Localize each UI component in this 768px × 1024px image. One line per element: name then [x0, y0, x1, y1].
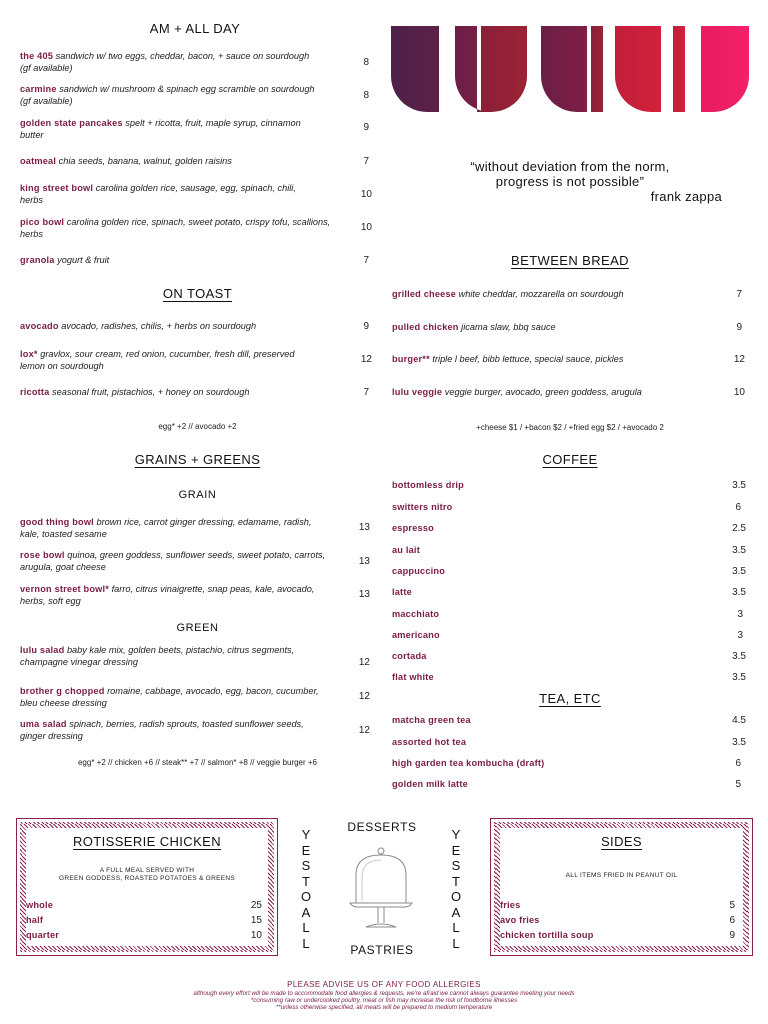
box-content — [26, 828, 268, 946]
menu-item-price: 6 — [729, 915, 735, 926]
menu-item-price: 3 — [737, 609, 743, 620]
vertical-letter: L — [452, 935, 460, 951]
allergy-notice-line-1: although every effort will be made to accommodate food allergies & requests, we're afraid we cannot always guarantee meeting your needs — [193, 990, 575, 997]
menu-item-price: 8 — [363, 57, 369, 68]
coffee-item: latte — [392, 587, 412, 597]
side-item: fries — [500, 900, 521, 910]
vertical-letter: S — [301, 858, 311, 873]
box-content — [500, 828, 743, 946]
vertical-letter: E — [451, 842, 461, 858]
grains-greens-addons: egg* +2 // chicken +6 // steak** +7 // salmon* +8 // veggie burger +6 — [77, 758, 318, 767]
restaurant-logo — [391, 26, 751, 112]
menu-item-price: 7 — [736, 289, 742, 300]
coffee-item: au lait — [392, 545, 420, 555]
vertical-text-right — [449, 827, 463, 951]
menu-item-price: 4.5 — [732, 715, 746, 726]
on-toast-addons: egg* +2 // avocado +2 — [158, 422, 237, 431]
menu-item-price: 3.5 — [732, 566, 746, 577]
box-border — [20, 822, 274, 952]
box-border — [494, 822, 749, 952]
menu-item-price: 7 — [363, 156, 369, 167]
menu-item-king-street-bowl: king street bowl carolina golden rice, sausage, egg, spinach, chili, herbs — [20, 183, 296, 205]
side-item: avo fries — [500, 915, 540, 925]
menu-item-price: 13 — [358, 556, 370, 567]
menu-item-price: 9 — [729, 930, 735, 941]
menu-item-price: 9 — [363, 321, 369, 332]
coffee-item: macchiato — [392, 609, 440, 619]
coffee-item: cappuccino — [392, 566, 446, 576]
menu-item-price: 3.5 — [732, 480, 746, 491]
menu-item-price: 3.5 — [732, 587, 746, 598]
menu-item-price: 5 — [735, 779, 741, 790]
menu-item-the-405: the 405 sandwich w/ two eggs, cheddar, bacon, + sauce on sourdough (gf available) — [20, 51, 310, 73]
vertical-text-left — [299, 827, 313, 951]
rotisserie-item: whole — [26, 900, 54, 910]
logo-shape-8 — [701, 26, 749, 112]
menu-item-price: 6 — [735, 758, 741, 769]
menu-item-price: 10 — [733, 387, 745, 398]
rotisserie-subtitle-1: A FULL MEAL SERVED WITH — [99, 867, 195, 874]
grains-greens-title: GRAINS + GREENS — [134, 452, 261, 467]
vertical-letter: O — [450, 889, 462, 904]
vertical-letter: S — [451, 858, 461, 873]
menu-item-lox: lox* gravlox, sour cream, red onion, cucumber, fresh dill, preserved lemon on sourdough — [20, 349, 295, 371]
vertical-letter: O — [300, 889, 312, 904]
vertical-letter: T — [302, 873, 310, 889]
quote-line-2: progress is not possible” — [495, 174, 645, 189]
menu-item-grilled-cheese: grilled cheese white cheddar, mozzarella on sourdough — [392, 289, 624, 299]
rotisserie-subtitle-2: GREEN GODDESS, ROASTED POTATOES & GREENS — [59, 875, 235, 882]
tea-item: golden milk latte — [392, 779, 468, 789]
menu-item-price: 10 — [360, 189, 372, 200]
green-subtitle: GREEN — [176, 622, 219, 634]
logo-shape-7 — [673, 26, 685, 112]
tea-item: matcha green tea — [392, 715, 471, 725]
menu-item-price: 15 — [250, 915, 262, 926]
sides-subtitle: ALL ITEMS FRIED IN PEANUT OIL — [565, 872, 678, 879]
menu-item-oatmeal: oatmeal chia seeds, banana, walnut, golden raisins — [20, 156, 232, 166]
quote-author: frank zappa — [650, 189, 722, 204]
menu-item-price: 10 — [360, 222, 372, 233]
vertical-letter: T — [452, 873, 460, 889]
pastries-label: PASTRIES — [350, 943, 414, 957]
menu-item-price: 3.5 — [732, 545, 746, 556]
rotisserie-title: ROTISSERIE CHICKEN — [72, 834, 222, 849]
coffee-item: americano — [392, 630, 440, 640]
menu-item-good-thing-bowl: good thing bowl brown rice, carrot ginger dressing, edamame, radish, kale, toasted sesame — [20, 517, 312, 539]
vertical-letter: A — [451, 904, 461, 920]
logo-shape-6 — [615, 26, 661, 112]
sides-title: SIDES — [600, 834, 642, 849]
menu-item-price: 10 — [250, 930, 262, 941]
between-bread-addons: +cheese $1 / +bacon $2 / +fried egg $2 / +avocado 2 — [476, 423, 664, 432]
coffee-item: flat white — [392, 672, 434, 682]
menu-item-rose-bowl: rose bowl quinoa, green goddess, sunflower seeds, sweet potato, carrots, arugula, goat cheese — [20, 550, 326, 572]
menu-item-price: 12 — [358, 725, 370, 736]
menu-item-granola: granola yogurt & fruit — [20, 255, 110, 265]
menu-item-uma-salad: uma salad spinach, berries, radish sprouts, toasted sunflower seeds, ginger dressing — [20, 719, 304, 741]
vertical-letter: E — [301, 842, 311, 858]
allergy-notice-line-2: *consuming raw or undercooked poultry, meat or fish may increase the risk of foodborne illnesses — [250, 997, 518, 1004]
menu-item-golden-state-pancakes: golden state pancakes spelt + ricotta, fruit, maple syrup, cinnamon butter — [20, 118, 301, 140]
am-all-day-title: AM + ALL DAY — [149, 21, 241, 36]
menu-item-vernon-street-bowl: vernon street bowl* farro, citrus vinaigrette, snap peas, kale, avocado, herbs, soft egg — [20, 584, 315, 606]
sides-box — [490, 818, 753, 956]
menu-item-price: 7 — [363, 387, 369, 398]
menu-item-price: 12 — [733, 354, 745, 365]
menu-item-price: 8 — [363, 90, 369, 101]
grain-subtitle: GRAIN — [178, 489, 217, 501]
side-item: chicken tortilla soup — [500, 930, 594, 940]
vertical-letter: Y — [451, 827, 461, 842]
menu-item-price: 13 — [358, 522, 370, 533]
menu-item-price: 9 — [363, 122, 369, 133]
menu-item-price: 3.5 — [732, 672, 746, 683]
menu-item-price: 3.5 — [732, 651, 746, 662]
menu-item-brother-g-chopped: brother g chopped romaine, cabbage, avocado, egg, bacon, cucumber, bleu cheese dressing — [20, 686, 319, 708]
menu-item-pulled-chicken: pulled chicken jicama slaw, bbq sauce — [392, 322, 556, 332]
menu-item-price: 12 — [358, 691, 370, 702]
vertical-letter: L — [302, 920, 310, 935]
logo-shape-1 — [391, 26, 439, 112]
tea-item: assorted hot tea — [392, 737, 467, 747]
coffee-item: bottomless drip — [392, 480, 464, 490]
on-toast-title: ON TOAST — [162, 286, 233, 301]
vertical-letter: L — [302, 935, 310, 951]
coffee-item: cortada — [392, 651, 427, 661]
menu-item-price: 7 — [363, 255, 369, 266]
menu-item-price: 25 — [250, 900, 262, 911]
allergy-notice-title: PLEASE ADVISE US OF ANY FOOD ALLERGIES — [287, 980, 481, 989]
desserts-label: DESSERTS — [347, 820, 417, 834]
menu-item-pico-bowl: pico bowl carolina golden rice, spinach, sweet potato, crispy tofu, scallions, herbs — [20, 217, 331, 239]
rotisserie-item: half — [26, 915, 44, 925]
vertical-letter: Y — [301, 827, 311, 842]
menu-item-price: 12 — [360, 354, 372, 365]
tea-item: high garden tea kombucha (draft) — [392, 758, 545, 768]
menu-item-lulu-salad: lulu salad baby kale mix, golden beets, pistachio, citrus segments, champagne vinegar dressing — [20, 645, 295, 667]
coffee-item: switters nitro — [392, 502, 453, 512]
menu-item-price: 3.5 — [732, 737, 746, 748]
coffee-item: espresso — [392, 523, 434, 533]
cake-stand-icon — [344, 845, 418, 935]
menu-item-carmine: carmine sandwich w/ mushroom & spinach egg scramble on sourdough (gf available) — [20, 84, 315, 106]
logo-shape-5 — [591, 26, 603, 112]
menu-item-price: 5 — [729, 900, 735, 911]
menu-item-price: 9 — [736, 322, 742, 333]
menu-item-price: 12 — [358, 657, 370, 668]
menu-item-price: 3 — [737, 630, 743, 641]
menu-item-ricotta: ricotta seasonal fruit, pistachios, + honey on sourdough — [20, 387, 250, 397]
menu-item-avocado: avocado avocado, radishes, chilis, + herbs on sourdough — [20, 321, 257, 331]
rotisserie-item: quarter — [26, 930, 60, 940]
between-bread-title: BETWEEN BREAD — [511, 253, 629, 268]
tea-title: TEA, ETC — [539, 691, 601, 706]
menu-item-price: 6 — [735, 502, 741, 513]
logo-shape-3 — [481, 26, 527, 112]
vertical-letter: L — [452, 920, 460, 935]
coffee-title: COFFEE — [542, 452, 598, 467]
allergy-notice-line-3: **unless otherwise specified, all meats will be prepared to medium temperature — [275, 1004, 493, 1011]
rotisserie-chicken-box — [16, 818, 278, 956]
menu-item-lulu-veggie: lulu veggie veggie burger, avocado, green goddess, arugula — [392, 387, 642, 397]
quote-line-1: “without deviation from the norm, — [470, 159, 670, 174]
menu-item-price: 13 — [358, 589, 370, 600]
menu-item-price: 2.5 — [732, 523, 746, 534]
menu-item-burger: burger** triple l beef, bibb lettuce, special sauce, pickles — [392, 354, 624, 364]
vertical-letter: A — [301, 904, 311, 920]
logo-shape-4 — [541, 26, 587, 112]
